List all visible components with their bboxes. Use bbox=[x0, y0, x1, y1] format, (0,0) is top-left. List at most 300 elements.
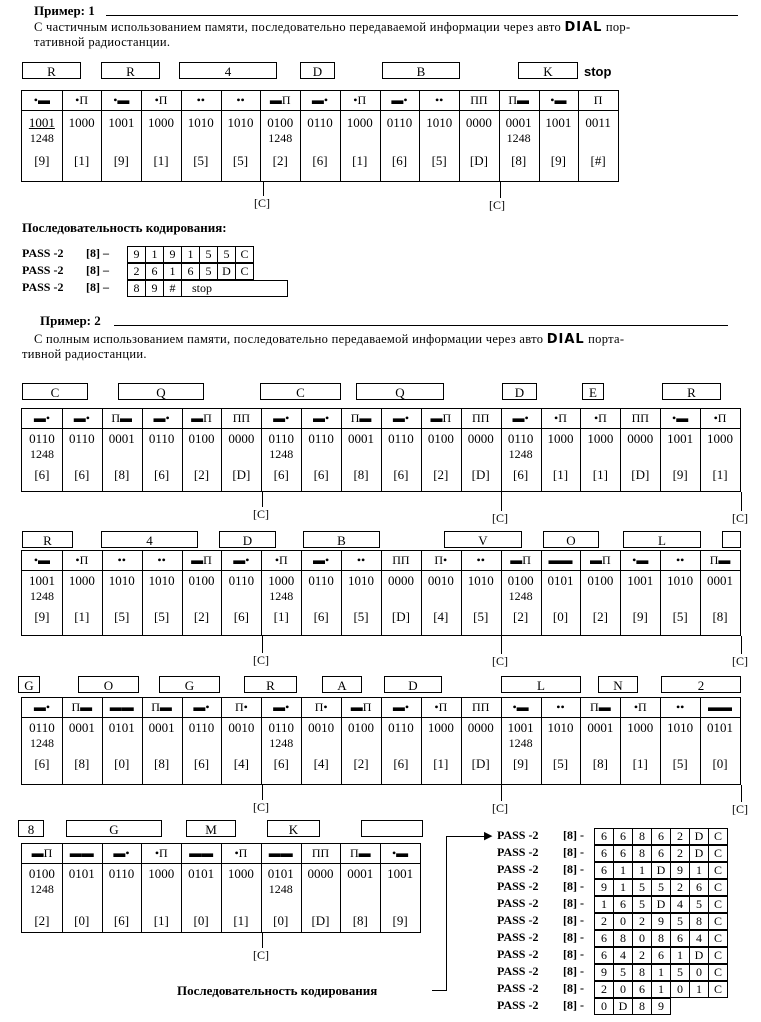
decoded-value: [5] bbox=[232, 153, 249, 168]
example-2-description-line2: тивной радиостанции. bbox=[22, 347, 147, 361]
pass-row bbox=[594, 896, 728, 913]
pass-cell: 6 bbox=[182, 264, 200, 280]
binary-code: 0110 bbox=[29, 431, 55, 446]
signal-cell: П• bbox=[434, 553, 448, 567]
pass-label: PASS -2 bbox=[497, 862, 539, 876]
pass-cell: 5 bbox=[614, 965, 633, 981]
pass-cell: 5 bbox=[200, 264, 218, 280]
letter-box: G bbox=[66, 820, 162, 837]
decoded-value: [1] bbox=[632, 756, 648, 771]
decoded-value: [1] bbox=[153, 153, 169, 168]
weights-label: 1248 bbox=[269, 589, 294, 603]
pass-cell: 6 bbox=[652, 829, 671, 845]
pass-cell: 9 bbox=[595, 880, 614, 896]
pass-cell: C bbox=[709, 931, 728, 947]
binary-code: 1010 bbox=[348, 573, 375, 588]
signal-cell: ▬• bbox=[193, 700, 210, 714]
pass-index: [8] – bbox=[86, 263, 109, 277]
binary-code: 0100 bbox=[507, 573, 534, 588]
ex1-code-table bbox=[21, 90, 619, 182]
pass-index: [8] - bbox=[563, 845, 584, 859]
pass-cell: 6 bbox=[614, 897, 633, 913]
decoded-value: [2] bbox=[193, 467, 210, 482]
pass-cell: 8 bbox=[652, 931, 671, 947]
letter-box: 4 bbox=[101, 531, 198, 548]
signal-cell: •П bbox=[234, 846, 248, 860]
decoded-value: [9] bbox=[550, 153, 566, 168]
letter-box: G bbox=[159, 676, 220, 693]
c-marker: [C] bbox=[492, 511, 508, 525]
decoded-value: [2] bbox=[272, 153, 288, 168]
binary-code: 0110 bbox=[69, 431, 95, 446]
pass-cell: 1 bbox=[633, 863, 652, 879]
signal-cell: •▬ bbox=[33, 553, 51, 567]
signal-cell: ▬• bbox=[392, 411, 410, 425]
pass-cell: 9 bbox=[652, 999, 671, 1015]
letter-box bbox=[722, 531, 741, 548]
letter-box: D bbox=[384, 676, 442, 693]
binary-code: 1001 bbox=[108, 115, 135, 130]
binary-code: 0110 bbox=[268, 431, 295, 446]
binary-code: 0000 bbox=[387, 573, 414, 588]
letter-box: 2 bbox=[661, 676, 741, 693]
signal-cell: ▬П bbox=[430, 411, 452, 425]
weights-label: 1248 bbox=[29, 447, 54, 461]
binary-code: 0011 bbox=[585, 115, 611, 130]
binary-code: 0110 bbox=[308, 573, 334, 588]
pass-cell: C bbox=[709, 829, 728, 845]
pass-cell: 9 bbox=[671, 863, 690, 879]
c-marker: [C] bbox=[732, 654, 748, 668]
signal-cell: •П bbox=[353, 93, 367, 107]
pass-cell: 8 bbox=[633, 829, 652, 845]
letter-box: N bbox=[598, 676, 638, 693]
signal-cell: ▬▬ bbox=[268, 846, 293, 860]
pass-label: PASS -2 bbox=[497, 964, 539, 978]
decoded-value: [5] bbox=[353, 609, 369, 624]
decoded-value: [5] bbox=[154, 609, 170, 624]
pass-cell: 5 bbox=[652, 880, 671, 896]
signal-cell: •▬ bbox=[391, 846, 409, 860]
letter-box: D bbox=[300, 62, 335, 79]
weights-label: 1248 bbox=[508, 589, 533, 603]
signal-cell: ПП bbox=[232, 411, 251, 425]
decoded-value: [8] bbox=[712, 609, 728, 624]
binary-code: 0100 bbox=[267, 115, 294, 130]
decoded-value: [4] bbox=[233, 756, 249, 771]
pass-cell: 5 bbox=[671, 914, 690, 930]
signal-cell: ПП bbox=[631, 411, 649, 425]
signal-cell: П• bbox=[234, 700, 248, 714]
signal-cell: П bbox=[593, 93, 603, 107]
pass-cell: 9 bbox=[128, 247, 146, 263]
signal-cell: •▬ bbox=[113, 93, 130, 107]
weights-label: 1248 bbox=[508, 736, 533, 750]
weights-label: 1248 bbox=[268, 131, 293, 145]
signal-cell: П▬ bbox=[111, 411, 133, 425]
pass-cell: 9 bbox=[164, 247, 182, 263]
weights-label: 1248 bbox=[269, 736, 294, 750]
binary-code: 1000 bbox=[148, 866, 175, 881]
pass-row bbox=[594, 879, 728, 896]
pass-row bbox=[594, 828, 728, 845]
pass-label: PASS -2 bbox=[497, 947, 539, 961]
pass-cell: 2 bbox=[671, 880, 690, 896]
c-marker: [C] bbox=[253, 507, 269, 521]
c-marker-line bbox=[262, 785, 263, 800]
pass-cell: 0 bbox=[614, 982, 633, 998]
decoded-value: [2] bbox=[592, 609, 608, 624]
title-rule bbox=[114, 325, 728, 326]
pass-index: [8] - bbox=[563, 964, 584, 978]
signal-cell: •• bbox=[434, 93, 444, 107]
pass-row bbox=[594, 845, 728, 862]
binary-code: 1001 bbox=[667, 431, 694, 446]
signal-cell: ▬• bbox=[512, 411, 529, 425]
decoded-value: [0] bbox=[114, 756, 130, 771]
binary-code: 0001 bbox=[348, 431, 375, 446]
pass-cell: 5 bbox=[690, 897, 709, 913]
example-1-title: Пример: 1 bbox=[34, 3, 95, 18]
decoded-value: [1] bbox=[352, 153, 368, 168]
pass-cell: 2 bbox=[633, 948, 652, 964]
c-marker: [C] bbox=[492, 801, 508, 815]
letter-box: 4 bbox=[179, 62, 277, 79]
decoded-value: [2] bbox=[433, 467, 449, 482]
decoded-value: [8] bbox=[74, 756, 90, 771]
c-marker-line bbox=[262, 636, 263, 653]
weights-label: 1248 bbox=[29, 736, 54, 750]
pass-cell: C bbox=[709, 880, 728, 896]
decoded-value: [6] bbox=[513, 467, 529, 482]
pass-cell: 1 bbox=[182, 247, 200, 263]
binary-code: 0000 bbox=[467, 720, 494, 735]
binary-code: 0101 bbox=[188, 866, 215, 881]
c-marker: [C] bbox=[254, 196, 270, 210]
binary-code: 0110 bbox=[307, 115, 333, 130]
weights-label: 1248 bbox=[29, 131, 54, 145]
signal-cell: ▬▬ bbox=[708, 700, 733, 714]
decoded-value: [9] bbox=[513, 756, 529, 771]
decoded-value: [1] bbox=[433, 756, 449, 771]
decoded-value: [8] bbox=[592, 756, 608, 771]
signal-cell: ПП bbox=[472, 700, 490, 714]
binary-code: 0101 bbox=[68, 866, 95, 881]
binary-code: 1010 bbox=[426, 115, 453, 130]
binary-code: 1000 bbox=[627, 720, 654, 735]
binary-code: 0100 bbox=[28, 866, 55, 881]
letter-box: G bbox=[18, 676, 40, 693]
signal-cell: •П bbox=[154, 846, 168, 860]
binary-code: 0001 bbox=[505, 115, 532, 130]
decoded-value: [6] bbox=[313, 467, 329, 482]
binary-code: 0110 bbox=[148, 431, 175, 446]
example-2-title: Пример: 2 bbox=[40, 313, 101, 328]
binary-code: 0001 bbox=[108, 431, 135, 446]
stop-label: stop bbox=[584, 64, 612, 79]
decoded-value: [5] bbox=[672, 609, 688, 624]
decoded-value: [8] bbox=[353, 467, 369, 482]
binary-code: 0000 bbox=[465, 115, 492, 130]
signal-cell: П▬ bbox=[71, 700, 93, 714]
pass-index: [8] - bbox=[563, 879, 584, 893]
decoded-value: [0] bbox=[552, 609, 569, 624]
decoded-value: [8] bbox=[114, 467, 130, 482]
code-table bbox=[21, 843, 421, 933]
decoded-value: [2] bbox=[34, 913, 50, 928]
binary-code: 0001 bbox=[68, 720, 95, 735]
c-marker-line bbox=[741, 785, 742, 802]
binary-code: 0110 bbox=[188, 720, 215, 735]
decoded-value: [6] bbox=[34, 467, 50, 482]
pass-cell: 9 bbox=[595, 965, 614, 981]
binary-code: 1010 bbox=[667, 720, 694, 735]
decoded-value: [6] bbox=[273, 756, 289, 771]
letter-box: V bbox=[444, 531, 522, 548]
decoded-value: [5] bbox=[552, 756, 569, 771]
decoded-value: [6] bbox=[273, 467, 289, 482]
pass-cell: 0 bbox=[690, 965, 709, 981]
binary-code: 1010 bbox=[547, 720, 574, 735]
decoded-value: [6] bbox=[393, 756, 409, 771]
binary-code: 1000 bbox=[148, 115, 175, 130]
title-rule bbox=[106, 15, 738, 16]
pass-row bbox=[594, 947, 728, 964]
letter-box: D bbox=[502, 383, 537, 400]
c-marker-line bbox=[501, 636, 502, 654]
pass-cell: 8 bbox=[690, 914, 709, 930]
decoded-value: [2] bbox=[353, 756, 369, 771]
signal-cell: ▬П bbox=[350, 700, 372, 714]
pass-cell: 6 bbox=[652, 948, 671, 964]
decoded-value: [9] bbox=[672, 467, 688, 482]
pass-cell: 5 bbox=[633, 897, 652, 913]
code-table bbox=[21, 697, 741, 785]
binary-code: 0010 bbox=[308, 720, 335, 735]
c-marker-line bbox=[262, 933, 263, 948]
arrow-line bbox=[446, 836, 486, 837]
pass-cell: 6 bbox=[595, 829, 614, 845]
pass-cell: 6 bbox=[146, 264, 164, 280]
pass-cell: C bbox=[709, 863, 728, 879]
signal-cell: •• bbox=[117, 553, 126, 567]
pass-label: PASS -2 bbox=[497, 896, 539, 910]
signal-cell: ▬• bbox=[313, 553, 330, 567]
decoded-value: [1] bbox=[74, 609, 90, 624]
pass-cell: C bbox=[236, 247, 254, 263]
decoded-value: [9] bbox=[113, 153, 129, 168]
decoded-value: [8] bbox=[352, 913, 368, 928]
pass-cell: 9 bbox=[146, 281, 164, 297]
decoded-value: [D] bbox=[232, 467, 251, 482]
decoded-value: [0] bbox=[273, 913, 289, 928]
pass-label: PASS -2 bbox=[22, 280, 64, 294]
decoded-value: [4] bbox=[433, 609, 449, 624]
signal-cell: •• bbox=[356, 553, 366, 567]
pass-cell: C bbox=[709, 914, 728, 930]
signal-cell: •П bbox=[75, 93, 89, 107]
pass-cell: 0 bbox=[614, 914, 633, 930]
c-marker-line bbox=[741, 636, 742, 654]
decoded-value: [5] bbox=[193, 153, 209, 168]
pass-cell: C bbox=[709, 982, 728, 998]
pass-cell: 2 bbox=[128, 264, 146, 280]
binary-code: 0101 bbox=[108, 720, 135, 735]
decoded-value: [6] bbox=[193, 756, 210, 771]
binary-code: 1001 bbox=[545, 115, 572, 130]
signal-cell: ▬• bbox=[273, 411, 290, 425]
decoded-value: [6] bbox=[313, 609, 329, 624]
decoded-value: [9] bbox=[392, 913, 408, 928]
decoded-value: [5] bbox=[672, 756, 688, 771]
pass-label: PASS -2 bbox=[497, 828, 539, 842]
pass-cell: D bbox=[690, 948, 709, 964]
pass-cell: 6 bbox=[690, 880, 709, 896]
binary-code: 0100 bbox=[587, 573, 614, 588]
decoded-value: [6] bbox=[312, 153, 328, 168]
pass-row bbox=[127, 263, 254, 280]
pass-cell: 2 bbox=[671, 846, 690, 862]
decoded-value: [D] bbox=[471, 467, 490, 482]
binary-code: 1000 bbox=[68, 573, 95, 588]
pass-cell: 2 bbox=[595, 982, 614, 998]
pass-cell: # bbox=[164, 281, 182, 297]
decoded-value: [D] bbox=[391, 609, 410, 624]
binary-code: 1001 bbox=[28, 573, 55, 588]
pass-cell: D bbox=[652, 897, 671, 913]
pass-cell: 1 bbox=[690, 982, 709, 998]
dial-logo: DIAL bbox=[546, 332, 585, 347]
pass-label: PASS -2 bbox=[497, 845, 539, 859]
letter-box: A bbox=[322, 676, 362, 693]
binary-code: 0110 bbox=[386, 115, 413, 130]
pass-cell: C bbox=[236, 264, 254, 280]
signal-cell: ▬П bbox=[191, 411, 212, 425]
c-marker-line bbox=[501, 492, 502, 511]
pass-cell: C bbox=[709, 965, 728, 981]
pass-cell: 1 bbox=[652, 965, 671, 981]
binary-code: 1000 bbox=[427, 720, 454, 735]
binary-code: 0100 bbox=[348, 720, 375, 735]
binary-code: 1010 bbox=[467, 573, 494, 588]
pass-index: [8] - bbox=[563, 828, 584, 842]
signal-cell: ▬• bbox=[392, 700, 410, 714]
decoded-value: [6] bbox=[74, 467, 90, 482]
pass-index: [8] - bbox=[563, 998, 584, 1012]
signal-cell: •П bbox=[274, 553, 288, 567]
decoded-value: [6] bbox=[34, 756, 50, 771]
pass-cell: D bbox=[218, 264, 236, 280]
pass-row bbox=[594, 913, 728, 930]
binary-code: 1000 bbox=[707, 431, 734, 446]
signal-cell: П▬ bbox=[349, 846, 371, 860]
binary-code: 0110 bbox=[308, 431, 334, 446]
pass-cell: 1 bbox=[614, 863, 633, 879]
binary-code: 1010 bbox=[667, 573, 694, 588]
pass-cell: 8 bbox=[633, 999, 652, 1015]
pass-index: [8] - bbox=[563, 896, 584, 910]
signal-cell: ▬П bbox=[191, 553, 212, 567]
binary-code: 0010 bbox=[427, 573, 454, 588]
decoded-value: [#] bbox=[590, 153, 606, 168]
letter-box: Q bbox=[118, 383, 204, 400]
decoded-value: [2] bbox=[193, 609, 210, 624]
pass-index: [8] - bbox=[563, 862, 584, 876]
signal-cell: •• bbox=[675, 553, 685, 567]
signal-cell: П▬ bbox=[590, 700, 611, 714]
pass-cell: 5 bbox=[671, 965, 690, 981]
pass-cell: 8 bbox=[633, 965, 652, 981]
letter-box: B bbox=[303, 531, 380, 548]
signal-cell: •▬ bbox=[672, 411, 689, 425]
letter-box: C bbox=[260, 383, 341, 400]
signal-cell: ▬• bbox=[273, 700, 290, 714]
signal-cell: ▬П bbox=[590, 553, 611, 567]
signal-cell: П▬ bbox=[350, 411, 372, 425]
decoded-value: [0] bbox=[193, 913, 209, 928]
signal-cell: ▬• bbox=[33, 700, 51, 714]
arrow-line bbox=[432, 990, 446, 991]
binary-code: 0001 bbox=[587, 720, 614, 735]
pass-row bbox=[594, 964, 728, 981]
binary-code: 0100 bbox=[427, 431, 454, 446]
pass-cell: 6 bbox=[595, 931, 614, 947]
signal-cell: •▬ bbox=[33, 93, 50, 107]
signal-cell: •▬ bbox=[512, 700, 529, 714]
signal-cell: ▬▬ bbox=[189, 846, 214, 860]
binary-code: 0000 bbox=[467, 431, 494, 446]
c-marker-line bbox=[500, 182, 501, 198]
code-table bbox=[21, 550, 741, 636]
binary-code: 0001 bbox=[707, 573, 734, 588]
signal-cell: ПП bbox=[311, 846, 330, 860]
pass-cell: 8 bbox=[128, 281, 146, 297]
pass-cell: 6 bbox=[671, 931, 690, 947]
binary-code: 0110 bbox=[507, 431, 534, 446]
pass-cell: 0 bbox=[595, 999, 614, 1015]
binary-code: 0001 bbox=[347, 866, 374, 881]
signal-cell: П▬ bbox=[508, 93, 529, 107]
c-marker-line bbox=[263, 182, 264, 196]
pass-index: [8] – bbox=[86, 246, 109, 260]
pass-label: PASS -2 bbox=[497, 930, 539, 944]
binary-code: 0101 bbox=[267, 866, 294, 881]
signal-cell: П▬ bbox=[709, 553, 731, 567]
pass-label: PASS -2 bbox=[22, 263, 64, 277]
pass-row bbox=[127, 280, 288, 297]
letter-box: L bbox=[623, 531, 701, 548]
pass-cell: 6 bbox=[614, 829, 633, 845]
letter-box: E bbox=[582, 383, 604, 400]
signal-cell: П▬ bbox=[151, 700, 172, 714]
signal-cell: П• bbox=[314, 700, 328, 714]
letter-box: O bbox=[78, 676, 139, 693]
signal-cell: •П bbox=[554, 411, 567, 425]
signal-cell: ПП bbox=[470, 93, 488, 107]
binary-code: 1010 bbox=[187, 115, 214, 130]
pass-cell: D bbox=[690, 829, 709, 845]
sequence-label: Последовательность кодирования bbox=[177, 983, 378, 998]
pass-cell: 6 bbox=[652, 846, 671, 862]
signal-cell: ▬▬ bbox=[109, 700, 134, 714]
letter-box: R bbox=[244, 676, 297, 693]
letter-box: L bbox=[501, 676, 581, 693]
binary-code: 0100 bbox=[188, 573, 215, 588]
pass-label: PASS -2 bbox=[497, 998, 539, 1012]
pass-row bbox=[127, 246, 254, 263]
pass-cell: 0 bbox=[671, 982, 690, 998]
signal-cell: ▬• bbox=[73, 411, 90, 425]
